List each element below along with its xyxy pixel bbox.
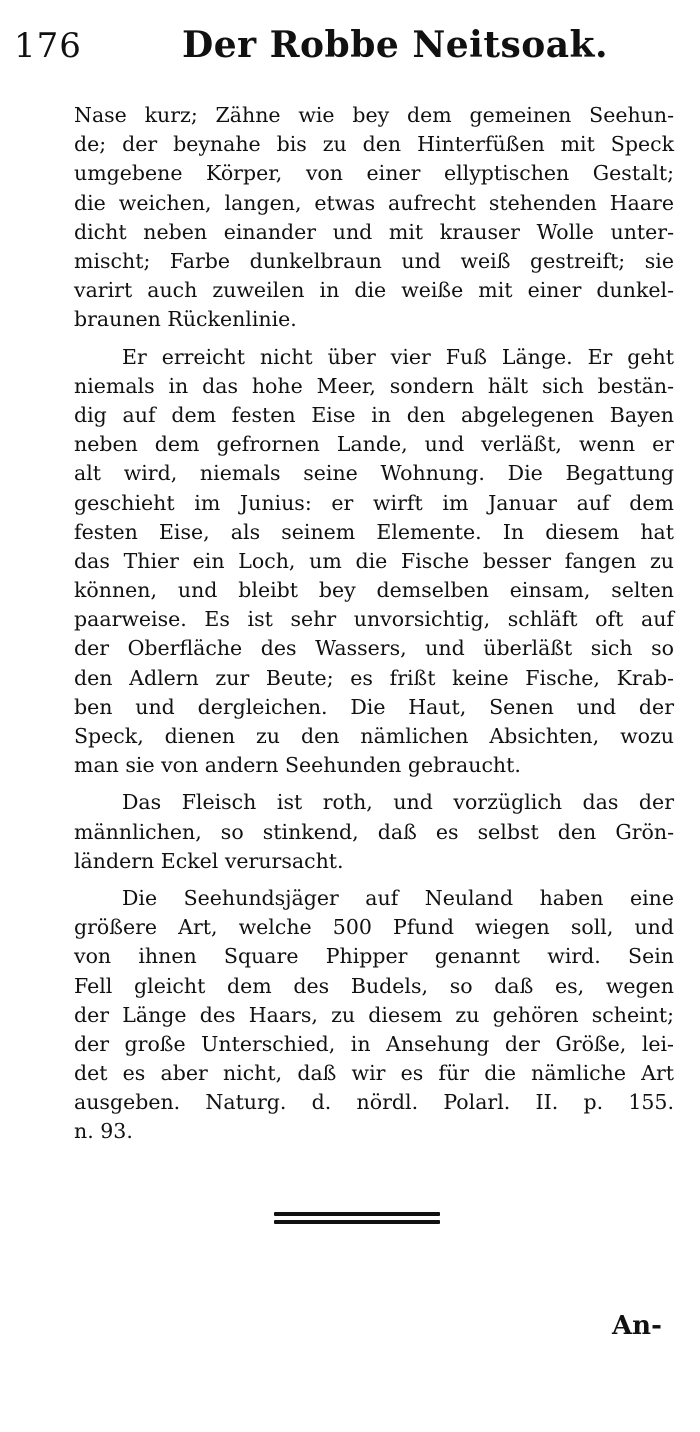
paragraph-2	[74, 343, 674, 781]
text-line: männlichen, so stinkend, daß es selbst den Grön-	[74, 819, 674, 844]
text-line: paarweise. Es ist sehr unvorsichtig, schläft oft auf	[74, 607, 674, 632]
text-line: Fell gleicht dem des Budels, so daß es, wegen	[74, 973, 674, 998]
text-line: niemals in das hohe Meer, sondern hält sich bestän-	[74, 373, 674, 398]
page-number: 176	[14, 26, 82, 66]
rule-line-upper	[274, 1212, 440, 1216]
paragraph-1	[74, 101, 674, 335]
text-line: mischt; Farbe dunkelbraun und weiß gestreift; sie	[74, 248, 674, 273]
text-line: ländern Eckel verursacht.	[74, 848, 344, 873]
paragraph-4	[74, 884, 674, 1147]
rule-line-lower	[274, 1220, 440, 1224]
text-line: dig auf dem festen Eise in den abgelegenen Bayen	[74, 402, 674, 427]
text-line: der Länge des Haars, zu diesem zu gehören scheint;	[74, 1002, 674, 1027]
text-line: Speck, dienen zu den nämlichen Absichten, wozu	[74, 724, 674, 749]
text-line: Er erreicht nicht über vier Fuß Länge. Er geht	[122, 344, 674, 369]
text-line: geschieht im Junius: er wirft im Januar auf dem	[74, 490, 674, 515]
text-line: das Thier ein Loch, um die Fische besser fangen zu	[74, 548, 674, 573]
text-line: Die Seehundsjäger auf Neuland haben eine	[122, 885, 674, 910]
text-line: Nase kurz; Zähne wie bey dem gemeinen Seehun-	[74, 103, 674, 127]
text-line: det es aber nicht, daß wir es für die nämliche Art	[74, 1061, 674, 1086]
text-line: Das Fleisch ist roth, und vorzüglich das der	[122, 790, 674, 815]
text-line: festen Eise, als seinem Elemente. In diesem hat	[74, 519, 674, 544]
text-line: braunen Rückenlinie.	[74, 307, 297, 332]
text-line: die weichen, langen, etwas aufrecht stehenden Haare	[74, 190, 674, 215]
text-line: n. 93.	[74, 1119, 133, 1144]
text-line: dicht neben einander und mit krauser Wolle unter-	[74, 219, 674, 244]
text-line: ben und dergleichen. Die Haut, Senen und der	[74, 694, 674, 719]
text-line: größere Art, welche 500 Pfund wiegen soll, und	[74, 915, 674, 940]
running-head: Der Robbe Neitsoak.	[182, 24, 609, 66]
paragraph-3	[74, 788, 674, 876]
text-line: neben dem gefrornen Lande, und verläßt, wenn er	[74, 432, 674, 457]
text-line: der große Unterschied, in Ansehung der Größe, lei-	[74, 1031, 674, 1056]
body-text	[74, 101, 674, 1147]
text-line: der Oberfläche des Wassers, und überläßt sich so	[74, 636, 674, 661]
catchword: An-	[612, 1311, 662, 1341]
text-line: alt wird, niemals seine Wohnung. Die Begattung	[74, 461, 674, 486]
text-line: ausgeben. Naturg. d. nördl. Polarl. II. p. 155.	[74, 1090, 674, 1115]
text-line: varirt auch zuweilen in die weiße mit einer dunkel-	[74, 278, 674, 303]
text-line: de; der beynahe bis zu den Hinterfüßen mit Speck	[74, 132, 674, 157]
text-line: umgebene Körper, von einer ellyptischen Gestalt;	[74, 161, 674, 186]
section-end-rule	[274, 1212, 440, 1224]
text-line: können, und bleibt bey demselben einsam, selten	[74, 578, 674, 603]
text-line: von ihnen Square Phipper genannt wird. Sein	[74, 944, 674, 969]
text-line: den Adlern zur Beute; es frißt keine Fische, Krab-	[74, 665, 674, 690]
text-line: man sie von andern Seehunden gebraucht.	[74, 753, 521, 778]
